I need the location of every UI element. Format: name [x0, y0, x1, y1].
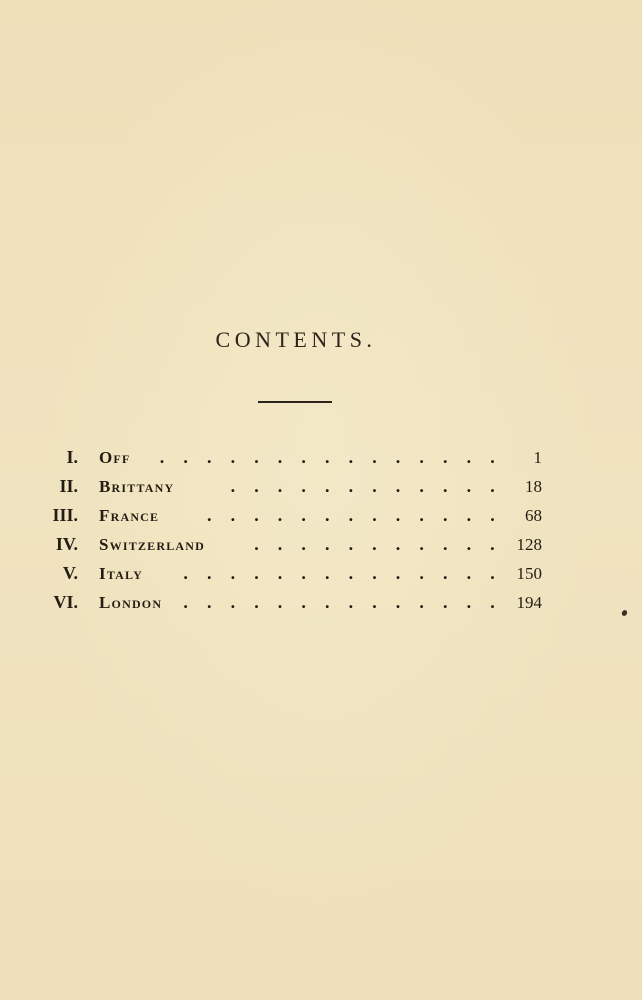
- chapter-title: London: [99, 593, 163, 612]
- chapter-title: Brittany: [99, 477, 175, 496]
- page-number: 18: [525, 477, 542, 496]
- leader-dots: . . . . . . . . . . . . . . .: [159, 447, 502, 467]
- toc-entry-6: [40, 588, 550, 617]
- toc-entry-2: [40, 472, 550, 501]
- page-number: 1: [533, 448, 542, 467]
- chapter-numeral: I.: [66, 447, 78, 467]
- chapter-title: Italy: [99, 564, 143, 583]
- leader-dots: . . . . . . . . . . . . . .: [183, 592, 502, 612]
- leader-dots: . . . . . . . . . . . . .: [207, 505, 502, 525]
- toc-entry-5: [40, 559, 550, 588]
- chapter-numeral: III.: [52, 505, 78, 525]
- chapter-numeral: VI.: [53, 592, 78, 612]
- toc-entry-4: [40, 530, 550, 559]
- chapter-title: Off: [99, 448, 131, 467]
- ink-speck: [621, 609, 628, 617]
- page-number: 194: [516, 593, 542, 612]
- chapter-numeral: II.: [59, 476, 78, 496]
- toc-entry-3: [40, 501, 550, 530]
- heading-rule: [258, 401, 332, 403]
- leader-dots: . . . . . . . . . . . . . .: [183, 563, 502, 583]
- chapter-title: Switzerland: [99, 535, 206, 554]
- chapter-numeral: V.: [62, 563, 78, 583]
- page-number: 68: [525, 506, 542, 525]
- leader-dots: . . . . . . . . . . . .: [230, 476, 502, 496]
- chapter-title: France: [99, 506, 160, 525]
- toc-entry-1: [40, 443, 550, 472]
- contents-heading: CONTENTS.: [215, 327, 377, 352]
- leader-dots: . . . . . . . . . . .: [254, 534, 502, 554]
- chapter-numeral: IV.: [55, 534, 78, 554]
- page-number: 128: [516, 535, 542, 554]
- table-of-contents: [40, 443, 550, 617]
- page-number: 150: [516, 564, 542, 583]
